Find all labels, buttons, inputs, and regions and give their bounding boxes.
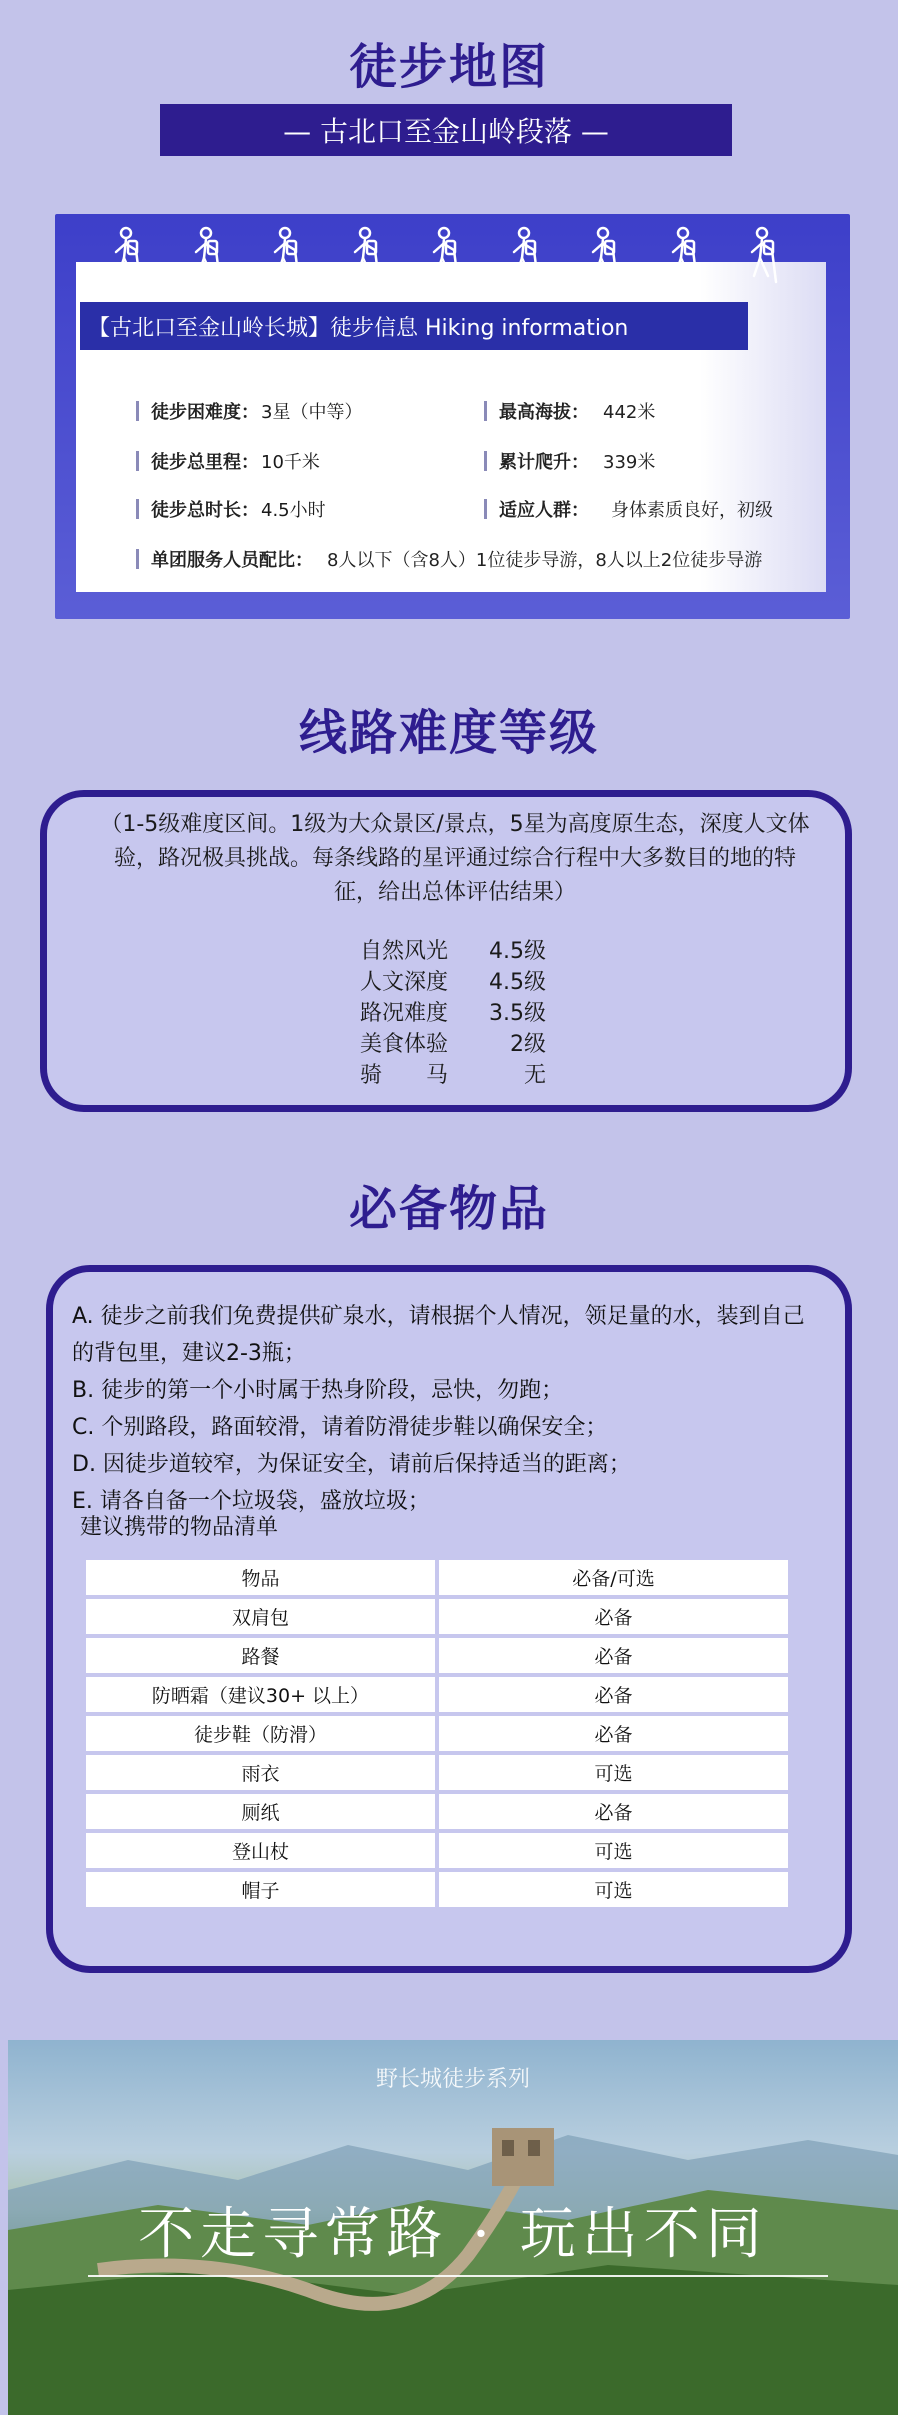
grade-row: 骑 马 无 <box>360 1063 546 1088</box>
info-card-title: 【古北口至金山岭长城】徒步信息 Hiking information <box>80 302 748 350</box>
table-row <box>86 1755 788 1790</box>
hiker-icon <box>422 224 466 288</box>
divider <box>136 549 139 569</box>
table-cell: 厕纸 <box>86 1794 435 1829</box>
info-field-audience: 适应人群： 身体素质良好，初级 <box>484 496 773 522</box>
note-item: B. 徒步的第一个小时属于热身阶段，忌快，勿跑； <box>72 1378 564 1403</box>
table-row <box>86 1716 788 1751</box>
table-header-cell: 必备/可选 <box>439 1560 788 1595</box>
grade-row: 美食体验 2级 <box>360 1032 546 1057</box>
note-item: E. 请各自备一个垃圾袋，盛放垃圾； <box>72 1489 430 1514</box>
grade-row: 自然风光 4.5级 <box>360 939 546 964</box>
grade-row: 路况难度 3.5级 <box>360 1001 546 1026</box>
table-cell: 必备 <box>439 1794 788 1829</box>
divider <box>136 401 139 421</box>
watchtower <box>492 2128 554 2186</box>
table-header-row <box>86 1560 788 1595</box>
table-cell: 必备 <box>439 1677 788 1712</box>
table-cell: 雨衣 <box>86 1755 435 1790</box>
note-item: D. 因徒步道较窄，为保证安全，请前后保持适当的距离； <box>72 1452 631 1477</box>
table-row <box>86 1677 788 1712</box>
table-row <box>86 1872 788 1907</box>
hiker-icon <box>343 224 387 288</box>
table-cell: 登山杖 <box>86 1833 435 1868</box>
divider <box>484 451 487 471</box>
info-field-difficulty: 徒步困难度： 3星（中等） <box>136 398 362 424</box>
table-cell: 可选 <box>439 1872 788 1907</box>
table-row <box>86 1794 788 1829</box>
difficulty-intro: （1-5级难度区间。1级为大众景区/景点，5星为高度原生态，深度人文体验，路况极具挑战。每条线路的星评通过综合行程中大多数目的地的特征，给出总体评估结果） <box>100 812 810 905</box>
hiker-icon <box>263 224 307 288</box>
hiker-icon <box>104 224 148 288</box>
table-cell: 必备 <box>439 1716 788 1751</box>
item-list-title: 建议携带的物品清单 <box>80 1515 279 1540</box>
items-table <box>82 1556 792 1911</box>
divider <box>136 451 139 471</box>
info-field-duration: 徒步总时长： 4.5小时 <box>136 496 326 522</box>
hiker-icon <box>661 224 705 288</box>
difficulty-heading: 线路难度等级 <box>298 705 599 761</box>
table-row <box>86 1638 788 1673</box>
hiker-icon <box>581 224 625 288</box>
banner-slogan: 不走寻常路 · 玩出不同 <box>138 2202 768 2267</box>
info-field-staff-ratio: 单团服务人员配比： 8人以下（含8人）1位徒步导游，8人以上2位徒步导游 <box>136 546 762 572</box>
table-cell: 必备 <box>439 1599 788 1634</box>
essentials-notes <box>72 1298 812 1520</box>
great-wall-photo <box>8 2040 898 2415</box>
note-item: C. 个别路段，路面较滑，请着防滑徒步鞋以确保安全； <box>72 1415 608 1440</box>
divider <box>136 499 139 519</box>
hiker-icon <box>502 224 546 288</box>
table-cell: 双肩包 <box>86 1599 435 1634</box>
note-item: A. 徒步之前我们免费提供矿泉水，请根据个人情况，领足量的水，装到自己的背包里，建议2-3瓶； <box>72 1304 805 1366</box>
essentials-heading: 必备物品 <box>348 1181 549 1237</box>
table-cell: 可选 <box>439 1833 788 1868</box>
table-cell: 帽子 <box>86 1872 435 1907</box>
table-cell: 徒步鞋（防滑） <box>86 1716 435 1751</box>
divider <box>484 499 487 519</box>
info-field-altitude: 最高海拔： 442米 <box>484 398 655 424</box>
info-field-climb: 累计爬升： 339米 <box>484 448 655 474</box>
table-cell: 防晒霜（建议30+ 以上） <box>86 1677 435 1712</box>
table-row <box>86 1599 788 1634</box>
grade-row: 人文深度 4.5级 <box>360 970 546 995</box>
table-header-cell: 物品 <box>86 1560 435 1595</box>
hiker-icon-row <box>104 224 784 288</box>
table-cell: 路餐 <box>86 1638 435 1673</box>
section-subtitle: — 古北口至金山岭段落 — <box>160 104 732 156</box>
banner-series: 野长城徒步系列 <box>375 2067 530 2092</box>
divider <box>484 401 487 421</box>
table-row <box>86 1833 788 1868</box>
grade-list <box>360 936 560 1091</box>
page-title: 徒步地图 <box>348 39 549 95</box>
info-field-distance: 徒步总里程： 10千米 <box>136 448 320 474</box>
hiker-icon <box>184 224 228 288</box>
table-cell: 可选 <box>439 1755 788 1790</box>
hiker-icon <box>740 224 784 288</box>
table-cell: 必备 <box>439 1638 788 1673</box>
